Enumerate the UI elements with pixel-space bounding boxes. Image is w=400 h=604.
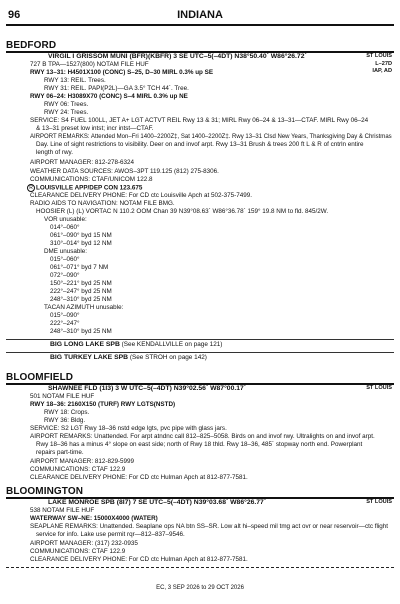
airport-remarks: AIRPORT REMARKS: Attended Mon–Fri 1400–2200Z‡, Sat 1400–2200Z‡. Rwy 13–31 Clsd New Years, Thanksgiving Day & Christmas xyxy=(30,133,392,140)
runway-detail: RWY 24: Trees. xyxy=(44,109,89,116)
clearance-delivery: CLEARANCE DELIVERY PHONE: For CD ctc Hulman Apch at 812-877-7581. xyxy=(30,556,248,563)
region-tag xyxy=(366,499,392,507)
region-tag xyxy=(366,385,392,393)
airport-info-line: 538 NOTAM FILE HUF xyxy=(30,507,95,514)
communications: COMMUNICATIONS: CTAF 122.9 xyxy=(30,466,126,473)
airport-remarks-cont: repairs part-time. xyxy=(36,449,84,456)
clearance-delivery: CLEARANCE DELIVERY PHONE: For CD ctc Hulman Apch at 812-877-7581. xyxy=(30,474,248,481)
weather-data: WEATHER DATA SOURCES: AWOS–3PT 119.125 (812) 275-8306. xyxy=(30,168,219,175)
airport-manager: AIRPORT MANAGER: 812-829-5999 xyxy=(30,458,135,465)
app-dep-con-text: LOUISVILLE APP/DEP CON 123.675 xyxy=(36,184,143,192)
region-tag xyxy=(366,53,392,76)
service-line: SERVICE: S2 LGT Rwy 18–36 nstd edge lgts, pvc pipe with glass jars. xyxy=(30,425,227,432)
airport-info-line: 501 NOTAM FILE HUF xyxy=(30,393,95,400)
navaid-restriction: 015°–090° xyxy=(50,312,80,319)
navaid-restriction: 310°–014° byd 12 NM xyxy=(50,240,112,247)
effective-date-footer: EC, 3 SEP 2026 to 29 OCT 2026 xyxy=(156,585,244,591)
airport-name-line: VIRGIL I GRISSOM MUNI (BFR)(KBFR) 3 SE UTC–5(–4DT) N38°50.40´ W86°26.72´ xyxy=(48,53,307,60)
airport-remarks-cont: length of rwy. xyxy=(36,149,73,156)
radio-aids: RADIO AIDS TO NAVIGATION: NOTAM FILE BMG. xyxy=(30,200,175,207)
section-divider xyxy=(6,352,394,353)
communications: COMMUNICATIONS: CTAF/UNICOM 122.8 xyxy=(30,176,153,183)
service-line: SERVICE: S4 FUEL 100LL, JET A+ LGT ACTVT REIL Rwy 13 & 31; MIRL Rwy 06–24 & 13–31—CTAF. MIRL Rwy 06–24 xyxy=(30,117,369,124)
airport-name-line: LAKE MONROE SPB (8I7) 7 SE UTC–5(–4DT) N39°03.68´ W86°26.77´ xyxy=(48,499,267,506)
page-number: 96 xyxy=(8,9,21,21)
region-tag-line: ST LOUIS xyxy=(366,499,392,505)
spb-ref[interactable]: (See KENDALLVILLE on page 121) xyxy=(121,341,223,348)
page-end-dashed-rule xyxy=(6,567,394,568)
city-heading-bloomfield: BLOOMFIELD xyxy=(6,372,74,383)
region-tag-line: ST LOUIS xyxy=(366,385,392,391)
runway-detail: RWY 18: Crops. xyxy=(44,409,90,416)
airport-name-line: SHAWNEE FLD (1I3) 3 W UTC–5(–4DT) N39°02.56´ W87°00.17´ xyxy=(48,385,247,392)
spb-cross-ref xyxy=(50,341,222,349)
state-title: INDIANA xyxy=(177,9,223,21)
navaid-restriction: 248°–310° byd 25 NM xyxy=(50,328,112,335)
city-heading-bloomington: BLOOMINGTON xyxy=(6,486,84,497)
city-heading-bedford: BEDFORD xyxy=(6,40,57,51)
airport-manager: AIRPORT MANAGER: 812-278-6324 xyxy=(30,159,135,166)
airport-remarks: AIRPORT REMARKS: Unattended. For arpt atndnc call 812–825–5058. Birds on and invof rwy. Ultralights on and invof arpt. xyxy=(30,433,375,440)
seaplane-remarks-cont: service for info. Lake use permit rqr—812–837–9546. xyxy=(36,531,185,538)
spb-cross-ref xyxy=(50,354,207,362)
airport-remarks-cont: Rwy 18–36 has a minus 4° slope on east side; north of Rwy 18 thld. Rwy 18–36, 485´ stopway north end. Powerplant xyxy=(36,441,363,448)
waterway-line: WATERWAY SW–NE: 15000X4000 (WATER) xyxy=(30,515,158,522)
airport-manager: AIRPORT MANAGER: (317) 232-0935 xyxy=(30,540,138,547)
navaid-restriction: 061°–071° byd 7 NM xyxy=(50,264,109,271)
runway-line: RWY 13–31: H4501X100 (CONC) S–25, D–30 MIRL 0.3% up SE xyxy=(30,69,214,76)
radar-r-icon: R xyxy=(27,184,35,192)
navaid-restriction: 248°–310° byd 25 NM xyxy=(50,296,112,303)
region-tag-line: ST LOUIS xyxy=(366,53,392,59)
airport-info-line: 727 B TPA—1527(800) NOTAM FILE HUF xyxy=(30,61,149,68)
navaid-restriction: 014°–060° xyxy=(50,224,80,231)
navaid-restriction: DME unusable: xyxy=(44,248,88,255)
section-divider xyxy=(6,339,394,340)
runway-detail: RWY 31: REIL. PAPI(P2L)—GA 3.5° TCH 44´. Tree. xyxy=(44,85,189,92)
navaid-restriction: 061°–090° byd 15 NM xyxy=(50,232,112,239)
header-rule xyxy=(6,24,394,26)
spb-name: BIG TURKEY LAKE SPB xyxy=(50,354,129,361)
navaid-restriction: 222°–247° xyxy=(50,320,80,327)
spb-name: BIG LONG LAKE SPB xyxy=(50,341,120,348)
runway-line: RWY 18–36: 2160X150 (TURF) RWY LGTS(NSTD) xyxy=(30,401,176,408)
navaid-restriction: 150°–221° byd 25 NM xyxy=(50,280,112,287)
navaid-restriction: 072°–090° xyxy=(50,272,80,279)
service-line-cont: & 13–31 preset low intst; incr intst—CTAF. xyxy=(36,125,154,132)
region-tag-line: IAP, AD xyxy=(372,68,392,74)
runway-detail: RWY 06: Trees. xyxy=(44,101,89,108)
region-tag-line: L–27D xyxy=(375,60,392,67)
communications: COMMUNICATIONS: CTAF 122.9 xyxy=(30,548,126,555)
seaplane-remarks: SEAPLANE REMARKS: Unattended. Seaplane ops NA btn SS–SR. Low alt hi–speed mil tmg act ovr or near reservoir—ctc flight xyxy=(30,523,389,530)
navaid-restriction: VOR unusable: xyxy=(44,216,87,223)
runway-line: RWY 06–24: H3089X70 (CONC) S–4 MIRL 0.3% up NE xyxy=(30,93,188,100)
navaid-restriction: 015°–060° xyxy=(50,256,80,263)
navaid-restriction: TACAN AZIMUTH unusable: xyxy=(44,304,124,311)
navaid-restriction: 222°–247° byd 25 NM xyxy=(50,288,112,295)
spb-ref[interactable]: (See STROH on page 142) xyxy=(129,354,207,361)
runway-detail: RWY 13: REIL. Trees. xyxy=(44,77,106,84)
clearance-delivery: CLEARANCE DELIVERY PHONE: For CD ctc Louisville Apch at 502-375-7499. xyxy=(30,192,253,199)
navaid-line: HOOSIER (L) (L) VORTAC N 110.2 OOM Chan 39 N39°08.63´ W86°36.78´ 159° 19.8 NM to fld. 845/2W. xyxy=(36,208,329,215)
airport-remarks-cont: Day. Line of sight restrictions to visibility. Deer on and invof arpt. Rwy 13–31 Brush & trees 200 ft L & R of cntrln entire xyxy=(36,141,364,148)
page-header xyxy=(6,6,394,28)
runway-detail: RWY 36: Bldg. xyxy=(44,417,86,424)
